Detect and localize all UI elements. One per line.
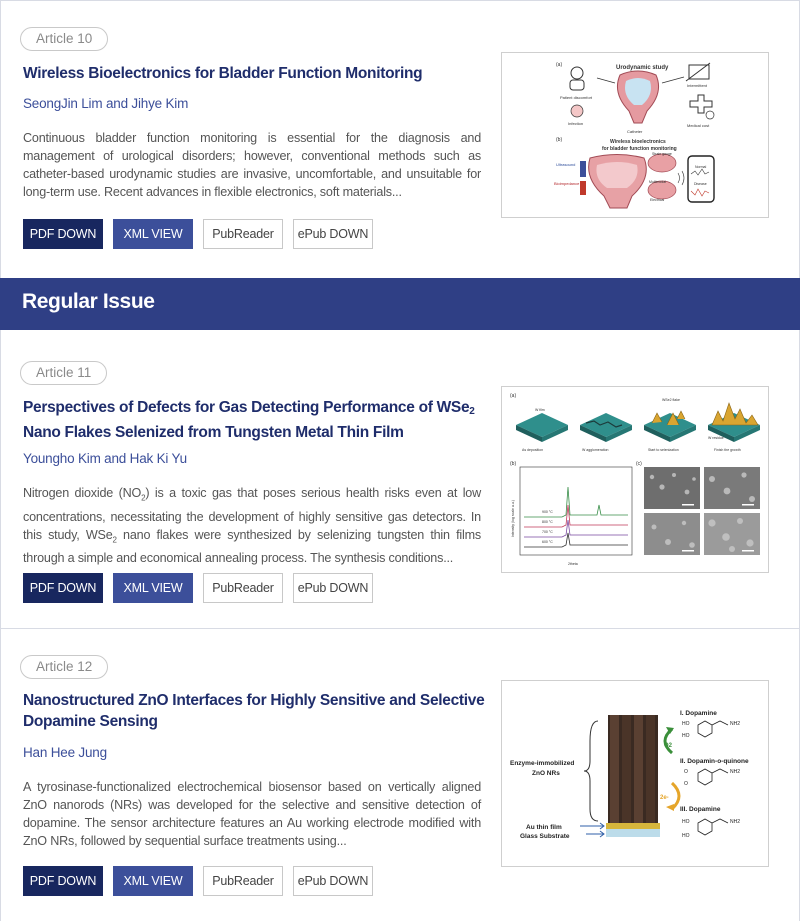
svg-text:(b): (b) <box>510 461 517 467</box>
svg-text:(c): (c) <box>636 461 642 467</box>
article-authors[interactable]: SeongJin Lim and Jihye Kim <box>23 96 189 111</box>
pdf-download-button[interactable]: PDF DOWN <box>23 219 103 249</box>
svg-text:HO: HO <box>682 721 690 727</box>
article-abstract <box>23 484 481 567</box>
abstract-subscript: 2 <box>141 493 146 503</box>
section-header <box>0 278 800 330</box>
article-abstract: Continuous bladder function monitoring is essential for the diagnosis and management of urological disorders; however, conventional methods such as catheter-based urodynamic studies are invasive, uncomfortable, and unsuitable for long-term use. Recent advances in flexible electronics, soft materials... <box>23 131 481 199</box>
svg-text:600 °C: 600 °C <box>542 540 553 544</box>
epub-download-button[interactable]: ePub DOWN <box>293 866 373 896</box>
svg-text:HO: HO <box>682 833 690 839</box>
svg-text:700 °C: 700 °C <box>542 530 553 534</box>
title-subscript: 2 <box>469 406 475 417</box>
svg-text:for bladder function monitorin: for bladder function monitoring <box>602 146 677 152</box>
xml-view-button[interactable]: XML VIEW <box>113 573 193 603</box>
svg-text:Bioimpedance: Bioimpedance <box>554 181 580 186</box>
svg-text:Medical cost: Medical cost <box>687 123 710 128</box>
svg-text:I. Dopamine: I. Dopamine <box>680 710 717 717</box>
svg-text:O2: O2 <box>664 743 673 749</box>
article-title-link[interactable] <box>23 397 493 443</box>
svg-text:II. Dopamin-o-quinone: II. Dopamin-o-quinone <box>680 758 749 765</box>
svg-text:WSe2 flake: WSe2 flake <box>662 398 680 402</box>
article-number-badge: Article 11 <box>20 361 107 385</box>
svg-text:NH2: NH2 <box>730 819 741 825</box>
svg-text:Glass Substrate: Glass Substrate <box>520 833 570 840</box>
svg-text:NH2: NH2 <box>730 721 741 727</box>
svg-text:W residue: W residue <box>708 436 724 440</box>
svg-text:ZnO NRs: ZnO NRs <box>532 770 560 777</box>
svg-text:Wireless bioelectronics: Wireless bioelectronics <box>610 139 666 145</box>
svg-text:Intermittent: Intermittent <box>687 83 708 88</box>
article-number-badge: Article 10 <box>20 27 108 51</box>
svg-text:Disease: Disease <box>694 182 707 186</box>
svg-text:Start to selenization: Start to selenization <box>648 448 679 452</box>
svg-text:Catheter: Catheter <box>627 129 643 134</box>
svg-text:(a): (a) <box>510 393 517 399</box>
svg-text:As deposition: As deposition <box>522 448 544 452</box>
pubreader-button[interactable]: PubReader <box>203 219 283 249</box>
svg-text:Patient discomfort: Patient discomfort <box>560 95 593 100</box>
section-title: Regular Issue <box>22 290 155 313</box>
svg-text:NH2: NH2 <box>730 769 741 775</box>
pdf-download-button[interactable]: PDF DOWN <box>23 573 103 603</box>
svg-text:800 °C: 800 °C <box>542 520 553 524</box>
svg-text:Ultrasound: Ultrasound <box>556 162 576 167</box>
svg-text:(b): (b) <box>556 137 563 143</box>
svg-text:Urodynamic study: Urodynamic study <box>616 65 669 71</box>
pdf-download-button[interactable]: PDF DOWN <box>23 866 103 896</box>
svg-text:O: O <box>684 769 688 775</box>
svg-text:Normal: Normal <box>695 165 707 169</box>
abstract-subscript: 2 <box>112 535 117 545</box>
wse2-flakes-figure <box>502 387 768 572</box>
svg-text:Au thin film: Au thin film <box>526 824 562 831</box>
svg-text:O: O <box>684 781 688 787</box>
abstract-text: ) is a toxic gas that poses serious health risks even at low concentrations, necessitating the development of highly sensitive gas detectors. In this study, WSe <box>23 486 482 542</box>
article-title-link[interactable]: Wireless Bioelectronics for Bladder Function Monitoring <box>23 65 423 82</box>
zno-dopamine-figure <box>502 681 768 866</box>
article-number-badge: Article 12 <box>20 655 108 679</box>
article-authors[interactable]: Han Hee Jung <box>23 745 107 760</box>
epub-download-button[interactable]: ePub DOWN <box>293 219 373 249</box>
svg-text:2theta: 2theta <box>568 562 578 566</box>
svg-text:2e-: 2e- <box>660 795 669 801</box>
article-card <box>0 0 800 279</box>
svg-text:W film: W film <box>535 408 545 412</box>
xml-view-button[interactable]: XML VIEW <box>113 219 193 249</box>
article-graphical-abstract[interactable] <box>501 680 769 867</box>
xml-view-button[interactable]: XML VIEW <box>113 866 193 896</box>
article-graphical-abstract[interactable] <box>501 386 769 573</box>
article-card <box>0 628 800 921</box>
svg-text:Finish the growth: Finish the growth <box>714 448 741 452</box>
title-text: Nano Flakes Selenized from Tungsten Metal Thin Film <box>23 424 404 441</box>
pubreader-button[interactable]: PubReader <box>203 573 283 603</box>
bladder-monitoring-figure <box>502 53 768 217</box>
svg-text:Infection: Infection <box>568 121 584 126</box>
svg-text:Multimodal: Multimodal <box>649 180 666 184</box>
article-authors[interactable]: Youngho Kim and Hak Ki Yu <box>23 451 187 466</box>
svg-text:III. Dopamine: III. Dopamine <box>680 806 721 813</box>
svg-text:Electrical: Electrical <box>650 198 665 202</box>
article-card <box>0 330 800 629</box>
epub-download-button[interactable]: ePub DOWN <box>293 573 373 603</box>
svg-text:(a): (a) <box>556 62 563 68</box>
title-text: Perspectives of Defects for Gas Detecting Performance of WSe <box>23 399 470 416</box>
svg-text:Intensity (log scale a.u.): Intensity (log scale a.u.) <box>511 500 515 537</box>
svg-text:Enzyme-immobilized: Enzyme-immobilized <box>510 760 575 767</box>
abstract-text: nano flakes were synthesized by selenizing tungsten thin films through a simple and economical annealing process. The synthesis conditions... <box>23 527 481 566</box>
svg-text:HO: HO <box>682 819 690 825</box>
article-graphical-abstract[interactable] <box>501 52 769 218</box>
article-title-link[interactable]: Nanostructured ZnO Interfaces for Highly Sensitive and Selective Dopamine Sensing <box>23 692 485 730</box>
svg-text:W agglomeration: W agglomeration <box>582 448 609 452</box>
svg-text:900 °C: 900 °C <box>542 510 553 514</box>
svg-text:Strain gauge: Strain gauge <box>652 152 672 156</box>
abstract-text: Nitrogen dioxide (NO <box>23 486 142 500</box>
svg-text:HO: HO <box>682 733 690 739</box>
pubreader-button[interactable]: PubReader <box>203 866 283 896</box>
article-abstract: A tyrosinase-functionalized electrochemical biosensor based on vertically aligned ZnO nanorods (NRs) was developed for the selective and sensitive detection of dopamine. The sensor architecture features an Au working electrode modified with ZnO NRs, followed by sequential surface treatments using... <box>23 780 481 848</box>
